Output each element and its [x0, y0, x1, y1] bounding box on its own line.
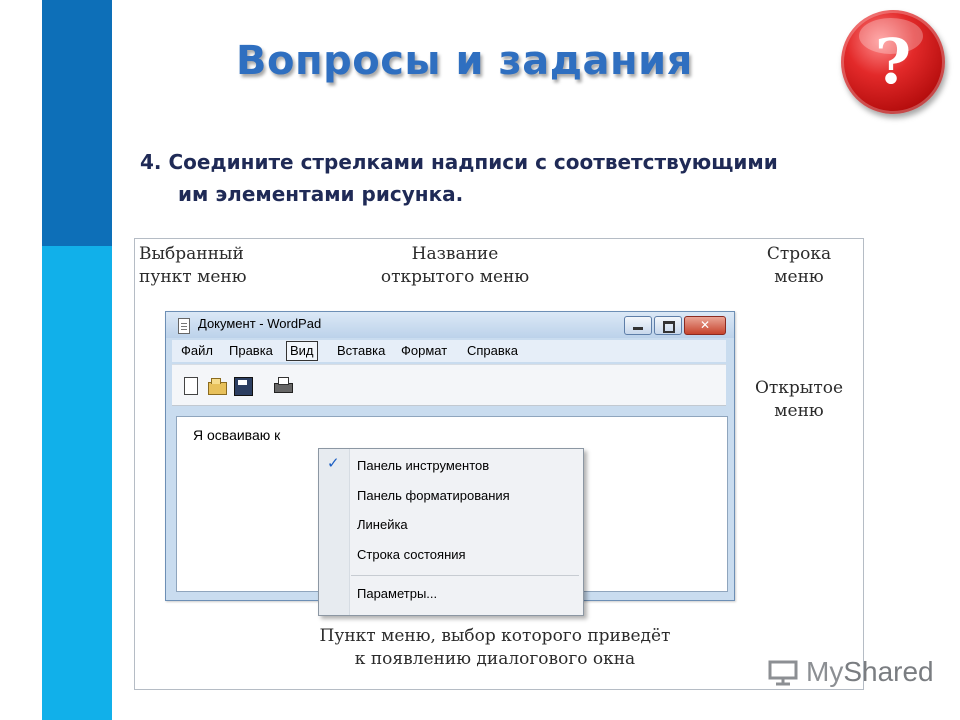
dropdown-separator — [351, 575, 579, 576]
caption-dialog-item-line-1: Пункт меню, выбор которого приведёт — [319, 626, 671, 646]
menu-bar — [172, 340, 726, 362]
dropdown-item-options[interactable]: Параметры... — [357, 586, 438, 601]
save-icon[interactable] — [234, 377, 253, 396]
menu-file[interactable]: Файл — [181, 343, 213, 358]
window-title: Документ - WordPad — [198, 316, 322, 331]
document-icon — [178, 318, 190, 334]
logo-text-my: My — [806, 656, 844, 687]
question-button[interactable] — [841, 10, 945, 114]
open-folder-icon[interactable] — [208, 377, 225, 394]
caption-opened-menu-line-2: меню — [774, 401, 824, 421]
window-titlebar[interactable] — [166, 312, 734, 338]
menu-view[interactable]: Вид — [286, 341, 318, 361]
left-accent-bar-dark — [42, 0, 112, 246]
task-text — [140, 146, 920, 210]
dropdown-item-toolbar-label: Панель инструментов — [357, 458, 490, 473]
caption-menu-bar-line-2: меню — [774, 267, 824, 287]
exercise-figure — [134, 238, 864, 690]
caption-menu-bar — [743, 243, 855, 289]
close-icon: ✕ — [699, 318, 711, 332]
logo-text-shared: Shared — [843, 656, 934, 687]
logo-text — [806, 656, 934, 688]
dropdown-gutter — [319, 449, 350, 615]
wordpad-window — [165, 311, 735, 601]
left-accent-bar-light — [42, 246, 112, 720]
maximize-icon — [663, 321, 675, 333]
slide-title: Вопросы и задания — [236, 38, 693, 84]
caption-selected-item-line-1: Выбранный — [139, 244, 244, 264]
projector-icon — [768, 660, 798, 686]
menu-insert[interactable]: Вставка — [337, 343, 386, 358]
menu-edit[interactable]: Правка — [229, 343, 273, 358]
caption-selected-item — [139, 243, 247, 289]
checkmark-icon: ✓ — [327, 454, 340, 472]
maximize-button[interactable] — [654, 316, 682, 335]
caption-selected-item-line-2: пункт меню — [139, 267, 247, 287]
document-text: Я осваиваю к — [193, 427, 281, 443]
toolbar — [172, 364, 726, 406]
view-dropdown-menu — [318, 448, 584, 616]
question-mark-icon: ? — [874, 25, 912, 98]
caption-dialog-item — [175, 625, 815, 671]
print-icon[interactable] — [274, 377, 291, 394]
minimize-icon — [633, 327, 643, 330]
caption-menu-name — [355, 243, 555, 289]
caption-menu-name-line-2: открытого меню — [380, 267, 530, 287]
dropdown-item-format-bar[interactable]: Панель форматирования — [357, 488, 510, 503]
dropdown-item-ruler[interactable]: Линейка — [357, 517, 408, 532]
caption-dialog-item-line-2: к появлению диалогового окна — [354, 649, 636, 669]
close-button[interactable] — [684, 316, 726, 335]
menu-help[interactable]: Справка — [467, 343, 518, 358]
menu-format[interactable]: Формат — [401, 343, 448, 358]
minimize-button[interactable] — [624, 316, 652, 335]
caption-opened-menu-line-1: Открытое — [754, 378, 844, 398]
caption-opened-menu — [735, 377, 863, 423]
task-line-2: им элементами рисунка. — [178, 182, 464, 206]
new-document-icon[interactable] — [184, 377, 198, 395]
task-line-1: 4. Соедините стрелками надписи с соответствующими — [140, 150, 778, 174]
dropdown-item-status-bar[interactable]: Строка состояния — [357, 547, 466, 562]
dropdown-item-toolbar[interactable] — [357, 455, 489, 477]
caption-menu-name-line-1: Название — [411, 244, 499, 264]
caption-menu-bar-line-1: Строка — [766, 244, 832, 264]
